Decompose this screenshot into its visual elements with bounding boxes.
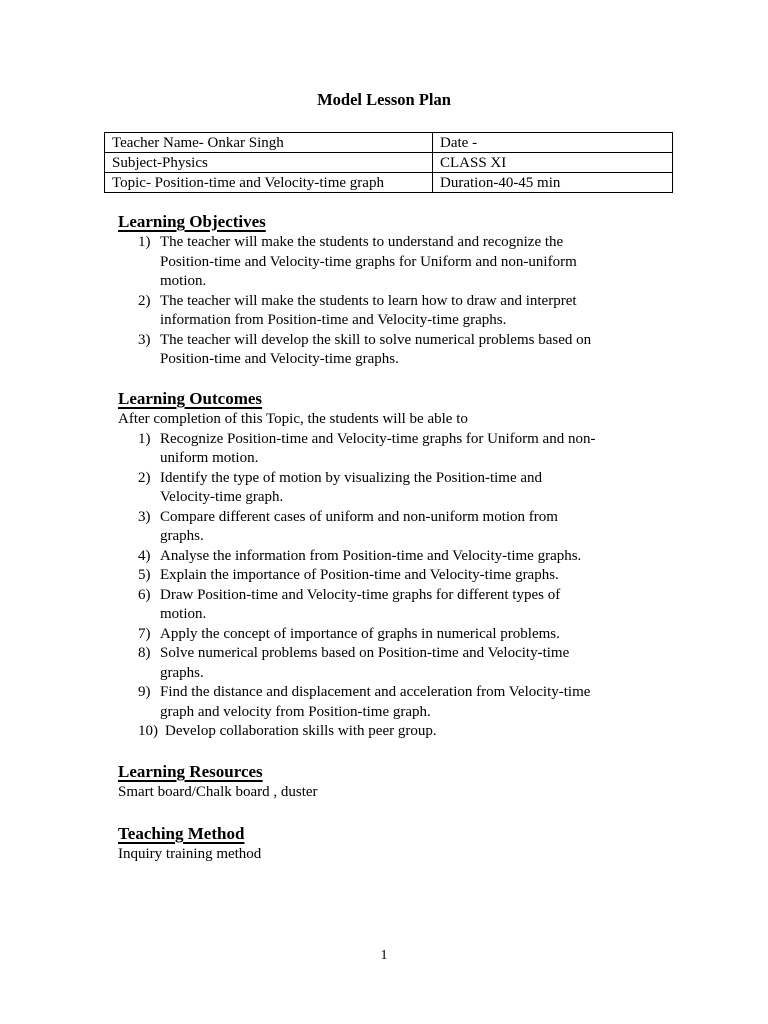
list-item-line: Identify the type of motion by visualizing the Position-time and bbox=[160, 469, 543, 486]
list-item bbox=[118, 644, 658, 683]
list-item-number: 5) bbox=[138, 567, 151, 583]
list-item bbox=[118, 586, 658, 625]
learning-outcomes-intro: After completion of this Topic, the students will be able to bbox=[118, 411, 468, 427]
list-item-number: 10) bbox=[138, 723, 158, 739]
learning-resources-section bbox=[118, 761, 658, 803]
list-item-line: information from Position-time and Velocity-time graphs. bbox=[160, 312, 507, 328]
list-item-number: 4) bbox=[138, 547, 151, 564]
table-row bbox=[105, 133, 673, 153]
table-row bbox=[105, 173, 673, 193]
list-item-number: 2) bbox=[138, 292, 151, 309]
list-item-line: The teacher will develop the skill to solve numerical problems based on bbox=[160, 331, 592, 348]
list-item-line: The teacher will make the students to understand and recognize the bbox=[160, 234, 564, 250]
list-item-number: 7) bbox=[138, 625, 151, 642]
list-item-line: Apply the concept of importance of graphs in numerical problems. bbox=[160, 625, 560, 642]
list-item-line: Explain the importance of Position-time and Velocity-time graphs. bbox=[160, 567, 559, 583]
list-item-line: graph and velocity from Position-time graph. bbox=[160, 703, 431, 720]
list-item-number: 3) bbox=[138, 508, 151, 525]
list-item-line: graphs. bbox=[160, 528, 204, 544]
list-item bbox=[118, 547, 658, 567]
list-item-number: 1) bbox=[138, 430, 151, 447]
page-number: 1 bbox=[380, 948, 388, 963]
teaching-method-heading: Teaching Method bbox=[118, 824, 245, 843]
learning-resources-heading: Learning Resources bbox=[118, 762, 263, 781]
list-item bbox=[118, 566, 658, 586]
teaching-method-section bbox=[118, 823, 658, 865]
list-item bbox=[118, 430, 658, 469]
list-item-line: Compare different cases of uniform and non-uniform motion from bbox=[160, 508, 558, 525]
list-item bbox=[118, 722, 658, 742]
list-item-number: 8) bbox=[138, 645, 151, 661]
document-title: Model Lesson Plan bbox=[317, 90, 451, 109]
list-item-line: motion. bbox=[160, 273, 207, 289]
list-item-number: 9) bbox=[138, 684, 151, 700]
duration-cell: Duration-40-45 min bbox=[433, 173, 673, 193]
list-item-line: Analyse the information from Position-time and Velocity-time graphs. bbox=[160, 547, 582, 564]
learning-objectives-heading: Learning Objectives bbox=[118, 212, 266, 231]
list-item bbox=[118, 625, 658, 645]
class-cell: CLASS XI bbox=[433, 153, 673, 173]
topic-cell: Topic- Position-time and Velocity-time graph bbox=[105, 173, 433, 193]
learning-outcomes-heading: Learning Outcomes bbox=[118, 389, 263, 408]
learning-objectives-list bbox=[118, 233, 658, 370]
learning-outcomes-section bbox=[118, 388, 658, 742]
teaching-method-text: Inquiry training method bbox=[118, 846, 262, 862]
list-item bbox=[118, 292, 658, 331]
list-item-line: Position-time and Velocity-time graphs. bbox=[160, 351, 399, 367]
list-item bbox=[118, 469, 658, 508]
list-item-line: Recognize Position-time and Velocity-time graphs for Uniform and non- bbox=[160, 430, 596, 447]
list-item-line: Develop collaboration skills with peer group. bbox=[165, 723, 437, 739]
list-item-line: Velocity-time graph. bbox=[160, 489, 284, 505]
list-item-line: uniform motion. bbox=[160, 450, 259, 466]
table-row bbox=[105, 153, 673, 173]
list-item-number: 6) bbox=[138, 586, 151, 603]
lesson-info-table bbox=[104, 132, 673, 193]
teacher-name-cell: Teacher Name- Onkar Singh bbox=[105, 133, 433, 153]
list-item-line: Find the distance and displacement and acceleration from Velocity-time bbox=[160, 684, 591, 700]
list-item bbox=[118, 508, 658, 547]
list-item-line: graphs. bbox=[160, 664, 204, 681]
list-item-line: motion. bbox=[160, 606, 207, 622]
learning-resources-text: Smart board/Chalk board , duster bbox=[118, 784, 318, 800]
date-cell: Date - bbox=[433, 133, 673, 153]
list-item bbox=[118, 331, 658, 370]
list-item-line: Position-time and Velocity-time graphs for Uniform and non-uniform bbox=[160, 253, 577, 270]
list-item bbox=[118, 233, 658, 292]
list-item-number: 1) bbox=[138, 234, 151, 250]
learning-outcomes-list bbox=[118, 430, 658, 742]
list-item-line: Draw Position-time and Velocity-time graphs for different types of bbox=[160, 586, 561, 603]
list-item-number: 2) bbox=[138, 469, 151, 486]
list-item-line: Solve numerical problems based on Position-time and Velocity-time bbox=[160, 645, 570, 661]
list-item-number: 3) bbox=[138, 331, 151, 348]
list-item-line: The teacher will make the students to learn how to draw and interpret bbox=[160, 292, 577, 309]
learning-objectives-section bbox=[118, 211, 658, 370]
subject-cell: Subject-Physics bbox=[105, 153, 433, 173]
list-item bbox=[118, 683, 658, 722]
